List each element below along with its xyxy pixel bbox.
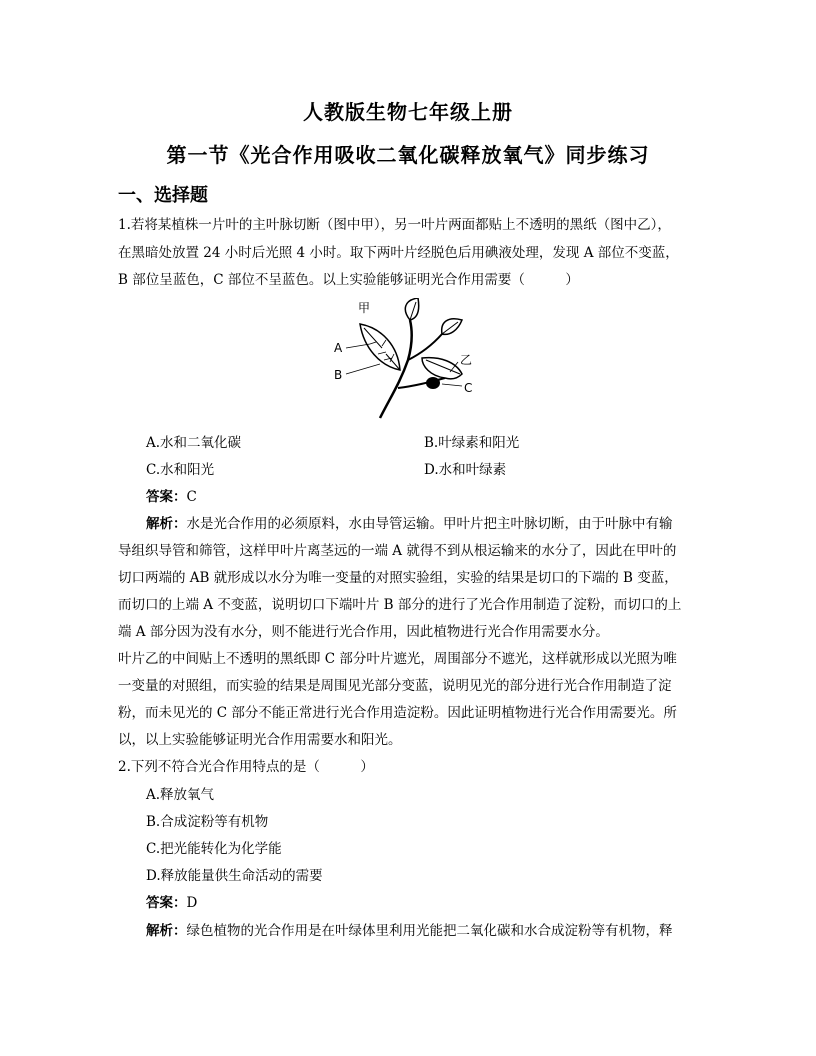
document-title: 人教版生物七年级上册 xyxy=(303,100,513,124)
q1-analysis-line-2: 导组织导管和筛管，这样甲叶片离茎远的一端 A 就得不到从根运输来的水分了，因此在甲叶的 xyxy=(118,543,677,559)
q1-analysis-text: 水是光合作用的必须原料，水由导管运输。甲叶片把主叶脉切断，由于叶脉中有输 xyxy=(186,516,673,532)
q1-option-b: B.叶绿素和阳光 xyxy=(424,435,520,451)
figure-label-b: B xyxy=(334,368,343,382)
q2-option-c: C.把光能转化为化学能 xyxy=(146,841,282,857)
q2-analysis-line-1 xyxy=(146,922,673,940)
q2-stem: 2.下列不符合光合作用特点的是（ ） xyxy=(118,759,374,775)
q1-analysis-line-3: 切口两端的 AB 就形成以水分为唯一变量的对照实验组，实验的结果是切口的下端的 B 变蓝， xyxy=(118,570,678,586)
leaf-illustration xyxy=(330,298,480,420)
q2-option-a: A.释放氧气 xyxy=(146,787,215,803)
q2-option-b: B.合成淀粉等有机物 xyxy=(146,814,269,830)
q1-option-a: A.水和二氧化碳 xyxy=(146,435,242,451)
section-heading: 一、选择题 xyxy=(118,185,208,206)
q2-answer xyxy=(146,894,197,912)
q1-answer-value: C xyxy=(186,489,197,505)
q1-analysis-line-5: 端 A 部分因为没有水分，则不能进行光合作用，因此植物进行光合作用需要水分。 xyxy=(118,624,609,640)
q1-answer-label: 答案： xyxy=(146,489,187,505)
q2-answer-label: 答案： xyxy=(146,895,187,911)
figure-label-yi: 乙 xyxy=(460,353,473,367)
q1-analysis-line-8: 粉，而未见光的 C 部分不能正常进行光合作用造淀粉。因此证明植物进行光合作用需要光。所 xyxy=(118,705,677,721)
q1-stem-line-2: 在黑暗处放置 24 小时后光照 4 小时。取下两叶片经脱色后用碘液处理，发现 A 部位不变蓝， xyxy=(118,245,679,261)
figure-label-jia: 甲 xyxy=(358,301,371,315)
figure-label-c: C xyxy=(464,381,473,395)
q1-stem-line-1: 1.若将某植株一片叶的主叶脉切断（图中甲），另一叶片两面都贴上不透明的黑纸（图中乙）， xyxy=(118,217,671,233)
q2-answer-value: D xyxy=(186,895,198,911)
q1-analysis-line-1 xyxy=(146,515,673,533)
document-subtitle: 第一节《光合作用吸收二氧化碳释放氧气》同步练习 xyxy=(166,143,650,167)
q1-option-c: C.水和阳光 xyxy=(146,462,215,478)
q2-analysis-text: 绿色植物的光合作用是在叶绿体里利用光能把二氧化碳和水合成淀粉等有机物，释 xyxy=(186,923,673,939)
q2-analysis-label: 解析： xyxy=(146,923,187,939)
q1-answer xyxy=(146,488,197,506)
q1-analysis-line-7: 一变量的对照组，而实验的结果是周围见光部分变蓝，说明见光的部分进行光合作用制造了淀 xyxy=(118,678,672,694)
q1-stem-line-3: B 部位呈蓝色，C 部位不呈蓝色。以上实验能够证明光合作用需要（ ） xyxy=(118,272,579,288)
figure-label-a: A xyxy=(334,341,343,355)
q2-option-d: D.释放能量供生命活动的需要 xyxy=(146,868,323,884)
q1-option-d: D.水和叶绿素 xyxy=(424,462,507,478)
q1-analysis-label: 解析： xyxy=(146,516,187,532)
leaf-experiment-figure xyxy=(330,298,480,420)
q1-analysis-line-4: 而切口的上端 A 不变蓝，说明切口下端叶片 B 部分的进行了光合作用制造了淀粉，而切口的上 xyxy=(118,597,682,613)
q1-analysis-line-9: 以，以上实验能够证明光合作用需要水和阳光。 xyxy=(118,732,402,748)
q1-analysis-line-6: 叶片乙的中间贴上不透明的黑纸即 C 部分叶片遮光，周围部分不遮光，这样就形成以光照为唯 xyxy=(118,651,677,667)
